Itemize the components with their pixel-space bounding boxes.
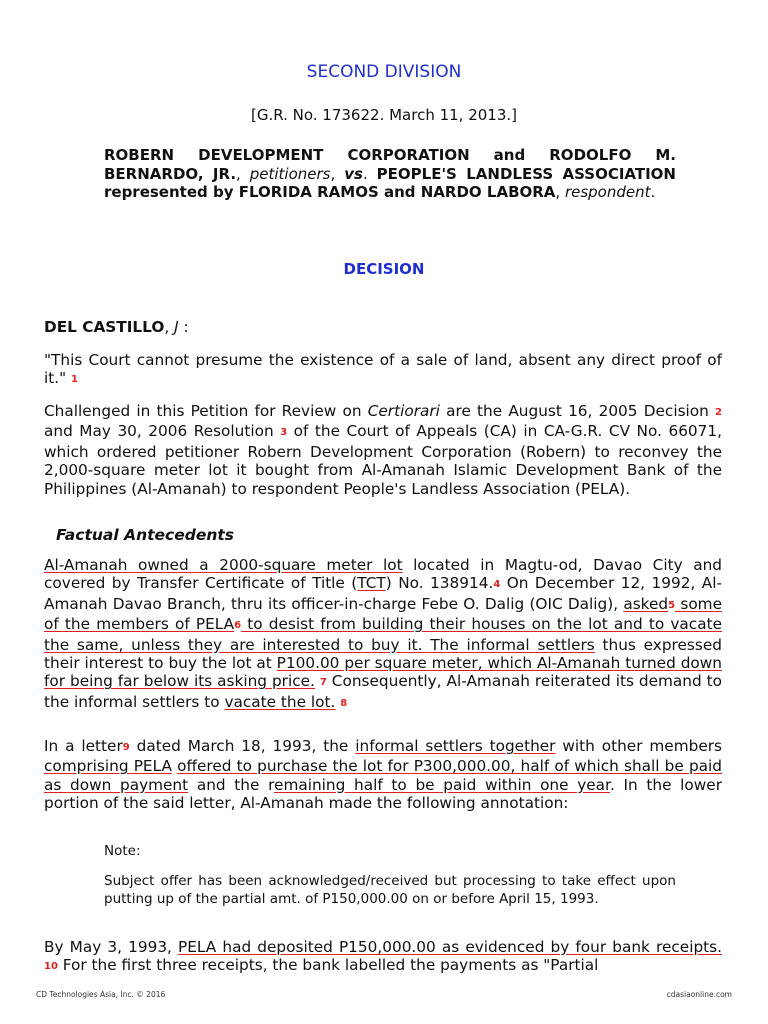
p3-underlined-g: The xyxy=(422,635,459,654)
p4-text-d: with other members xyxy=(555,737,722,755)
ponente-title: J xyxy=(174,318,179,336)
p3-underlined-e: some of the members of PELA xyxy=(44,594,722,634)
gr-number: [G.R. No. 173622. March 11, 2013.] xyxy=(250,106,518,124)
footnote-2-link[interactable]: 2 xyxy=(715,407,723,418)
p3-text-c: ) No. 138914. xyxy=(385,574,494,593)
footnote-3-link[interactable]: 3 xyxy=(280,427,288,439)
versus: vs xyxy=(344,164,363,183)
p2-text-d: of the Court of Appeals (CA) in CA-G.R. CV No. 66071, which ordered petitioner Robern Development Corporation (Robern) to reconvey the 2,000-square meter lot it bought from Al-Amanah Islamic Development Bank of the Philippines (Al-Amanah) to respondent People's Landless Association (PELA). xyxy=(44,422,722,498)
p3-text-b: located in Magtu-od, Davao City and covered by Transfer Certificate of Title ( xyxy=(44,556,722,593)
paragraph-letter xyxy=(44,737,722,813)
p4-underlined-e: comprising PELA xyxy=(44,757,172,776)
footnote-5-link[interactable]: 5 xyxy=(668,599,676,611)
footer-copyright: CD Technologies Asia, Inc. © 2016 xyxy=(36,990,166,999)
footnote-7-link[interactable]: 7 xyxy=(319,677,327,689)
p3-underlined-j: P100.00 per square meter, which Al-Amanah turned down for being far below its asking price. xyxy=(44,654,722,691)
p3-text-i: thus expressed their interest to buy the lot at xyxy=(44,635,722,673)
p4-underlined-g: offered to purchase the lot for P300,000.00, half of which shall be paid as down payment xyxy=(44,757,722,794)
note-label: Note: xyxy=(104,843,141,859)
p5-text-a: By May 3, 1993, xyxy=(44,938,179,956)
p3-tct: TCT xyxy=(357,574,386,593)
footer-site-link[interactable]: cdasiaonline.com xyxy=(666,990,732,999)
p4-text-h: and the r xyxy=(188,775,275,794)
paragraph-quote xyxy=(44,351,722,390)
case-parties: ROBERN DEVELOPMENT CORPORATION and RODOLFO M. BERNARDO, JR., petitioners, vs. PEOPLE'S LANDLESS ASSOCIATION represented by FLORIDA RAMOS and NARDO LABORA, respondent. xyxy=(104,146,676,201)
footnote-1-link[interactable]: 1 xyxy=(71,374,78,386)
factual-antecedents-heading: Factual Antecedents xyxy=(56,526,235,544)
p2-certiorari: Certiorari xyxy=(367,402,440,420)
p3-underlined-f: to desist from building their houses on the lot and to vacate the same, unless they are interested to buy it. xyxy=(44,615,722,654)
decision-heading: DECISION xyxy=(343,260,425,278)
footnote-4-link[interactable]: 4 xyxy=(493,579,501,591)
footnote-6-link[interactable]: 6 xyxy=(234,620,242,632)
paragraph-deposit xyxy=(44,938,722,977)
respondent-name: PEOPLE'S LANDLESS ASSOCIATION represented by FLORIDA RAMOS and NARDO LABORA xyxy=(104,164,676,201)
p3-text-k: Consequently, Al-Amanah reiterated its demand to the informal settlers to xyxy=(44,672,723,711)
footnote-8-link[interactable]: 8 xyxy=(340,697,348,709)
note-text: Subject offer has been acknowledged/received but processing to take effect upon putting up of the partial amt. of P150,000.00 on or before April 15, 1993. xyxy=(104,873,676,907)
p4-text-a: In a letter xyxy=(44,737,123,755)
p4-underlined-i: emaining half to be paid within one year xyxy=(274,775,610,794)
p3-underlined-h: informal settlers xyxy=(458,635,595,654)
p2-text-a: Challenged in this Petition for Review on xyxy=(44,402,368,420)
paragraph-challenged xyxy=(44,402,722,498)
footnote-9-link[interactable]: 9 xyxy=(122,742,130,753)
paragraph-antecedents xyxy=(44,556,722,713)
p3-underlined-l: vacate the lot. xyxy=(224,692,336,711)
p5-text-c: For the first three receipts, the bank labelled the payments as "Partial xyxy=(57,956,599,975)
p3-text-d: On December 12, 1992, Al-Amanah Davao Branch, thru its officer-in-charge Febe O. Dalig (OIC Dalig), xyxy=(44,574,722,613)
petitioners-role: petitioners xyxy=(249,164,331,183)
ponente-line: DEL CASTILLO, J : xyxy=(44,318,189,336)
respondent-role: respondent xyxy=(564,183,651,201)
p2-text-c: and May 30, 2006 Resolution xyxy=(44,422,281,441)
footnote-10-link[interactable]: 10 xyxy=(44,961,58,973)
petitioners-name: ROBERN DEVELOPMENT CORPORATION and RODOLFO M. BERNARDO, JR. xyxy=(104,146,676,183)
p4-text-b: dated March 18, 1993, the xyxy=(129,737,356,755)
ponente-name: DEL CASTILLO xyxy=(44,318,165,336)
p3-asked: asked xyxy=(623,594,669,613)
p2-text-b: are the August 16, 2005 Decision xyxy=(439,402,716,420)
p5-underlined-b: PELA had deposited P150,000.00 as evidenced by four bank receipts. xyxy=(178,938,722,956)
p4-text-j: . In the lower portion of the said letter, Al-Amanah made the following annotation: xyxy=(44,775,723,813)
p4-underlined-c: informal settlers together xyxy=(355,737,556,755)
division-heading: SECOND DIVISION xyxy=(306,62,462,82)
quote-text: "This Court cannot presume the existence of a sale of land, absent any direct proof of it." xyxy=(44,351,722,388)
p3-underlined-a: Al-Amanah owned a 2000-square meter lot xyxy=(44,556,403,574)
